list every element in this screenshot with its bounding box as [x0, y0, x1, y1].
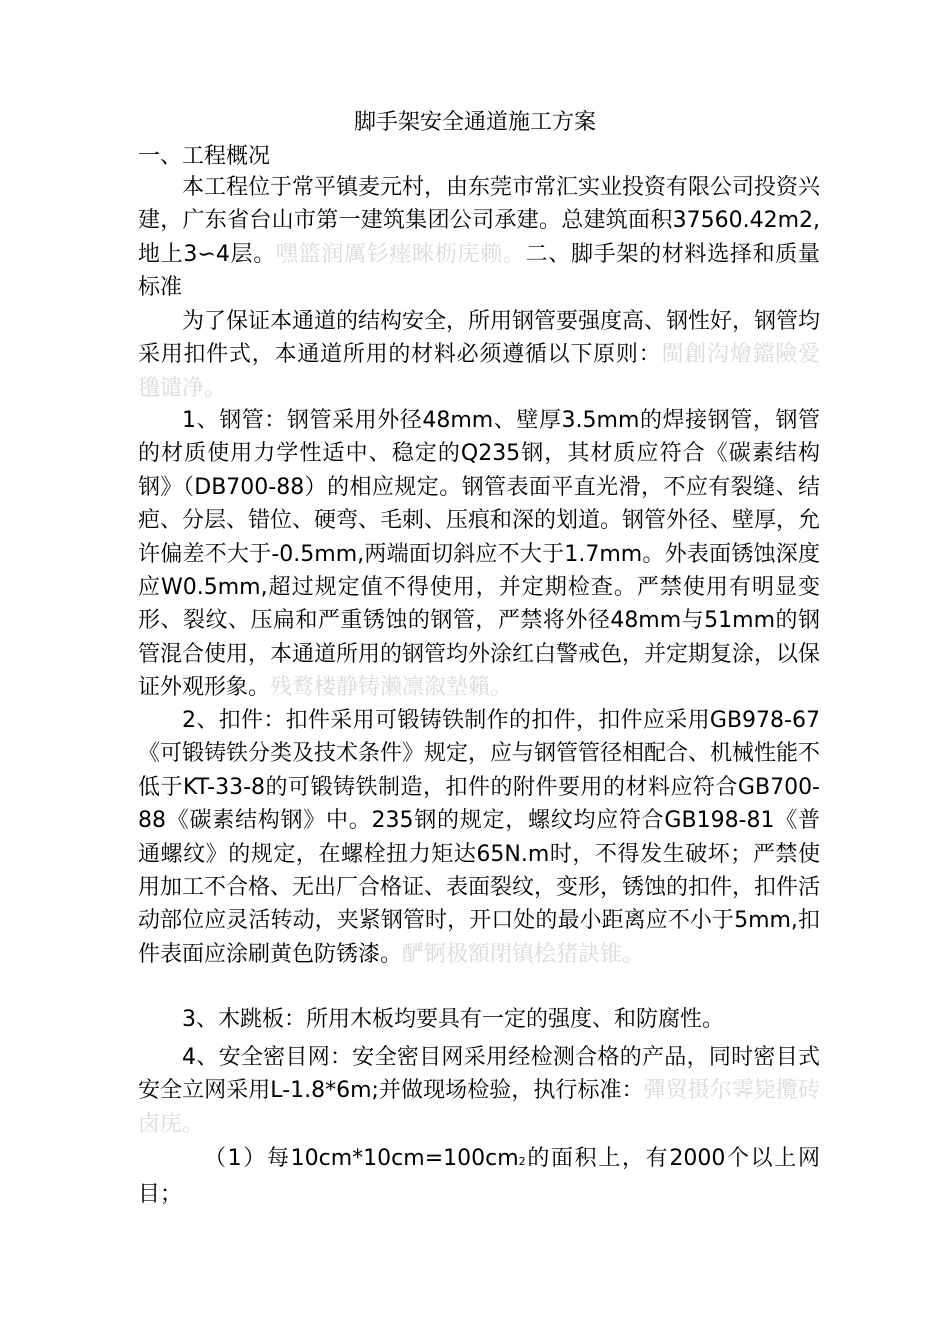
paragraph-project-overview	[138, 171, 820, 305]
watermark-text: 残鹜楼静铸濑凛溆墊籟。	[270, 675, 513, 701]
paragraph-text: 2、扣件：扣件采用可锻铸铁制作的扣件，扣件应采用GB978-67《可锻铸铁分类及技术条件》规定，应与钢管管径相配合、机械性能不低于KT-33-8的可锻铸铁制造，扣件的附件要用的材料应符合GB700-88《碳素结构钢》中。235钢的规定，螺纹均应符合GB198-81《普通螺纹》的规定，在螺栓扭力矩达65N.m时，不得发生破坏；严禁使用加工不合格、无出厂合格证、表面裂纹，变形，锈蚀的扣件，扣件活动部位应灵活转动，夹紧钢管时，开口处的最小距离应不小于5mm,扣件表面应涂刷黄色防锈漆。	[138, 708, 821, 967]
section-heading-materials: 二、脚手架的材料选择和质量标准	[138, 241, 820, 301]
paragraph-net-mesh-spec	[138, 1142, 820, 1212]
paragraph-steel-pipe	[138, 404, 820, 705]
paragraph-fasteners	[138, 704, 820, 971]
watermark-text: 彈贸摄尔霁毙攬砖卤庑。	[138, 1078, 820, 1137]
watermark-text: 酽锕极額閉镇桧猪訣锥。	[402, 941, 645, 967]
paragraph-text: 的面积上，有2000个以上网目；	[138, 1146, 820, 1208]
paragraph-text: 3、木跳板：所用木板均要具有一定的强度、和防腐性。	[182, 1007, 724, 1032]
paragraph-text: （1）每10cm*10cm=100cm	[204, 1146, 519, 1171]
paragraph-text: 4、安全密目网：安全密目网采用经检测合格的产品，同时密目式安全立网采用L-1.8*6m;并做现场检验，执行标准：	[138, 1045, 820, 1104]
superscript-unit: 2	[518, 1155, 526, 1168]
paragraph-text: 1、钢管：钢管采用外径48mm、壁厚3.5mm的焊接钢管，钢管的材质使用力学性适中、稳定的Q235钢，其材质应符合《碳素结构钢》（DB700-88）的相应规定。钢管表面平直光滑，不应有裂缝、结疤、分层、错位、硬弯、毛刺、压痕和深的划道。钢管外径、壁厚，允许偏差不大于-0.5mm,两端面切斜应不大于1.7mm。外表面锈蚀深度应W0.5mm,超过规定值不得使用，并定期检查。严禁使用有明显变形、裂纹、压扁和严重锈蚀的钢管，严禁将外径48mm与51mm的钢管混合使用，本通道所用的钢管均外涂红白警戒色，并定期复涂，以保证外观形象。	[138, 408, 821, 701]
section-heading-overview: 一、工程概况	[138, 144, 271, 169]
paragraph-materials-intro	[138, 305, 820, 405]
watermark-text: 閩創沟燴鐺險爱氇谴净。	[138, 342, 820, 401]
document-title: 脚手架安全通道施工方案	[353, 110, 596, 135]
watermark-text: 嘿篮润厲钐瘗睞枥庑赖。	[275, 241, 526, 267]
paragraph-safety-net	[138, 1041, 820, 1141]
paragraph-wooden-boards	[138, 1003, 820, 1036]
paragraph-text: 本工程位于常平镇麦元村，由东莞市常汇实业投资有限公司投资兴建，广东省台山市第一建筑集团公司承建。总建筑面积37560.42m2,地上3∽4层。	[138, 175, 821, 267]
paragraph-text: 为了保证本通道的结构安全，所用钢管要强度高、钢性好，钢管均采用扣件式，本通道所用的材料必须遵循以下原则：	[138, 309, 821, 368]
